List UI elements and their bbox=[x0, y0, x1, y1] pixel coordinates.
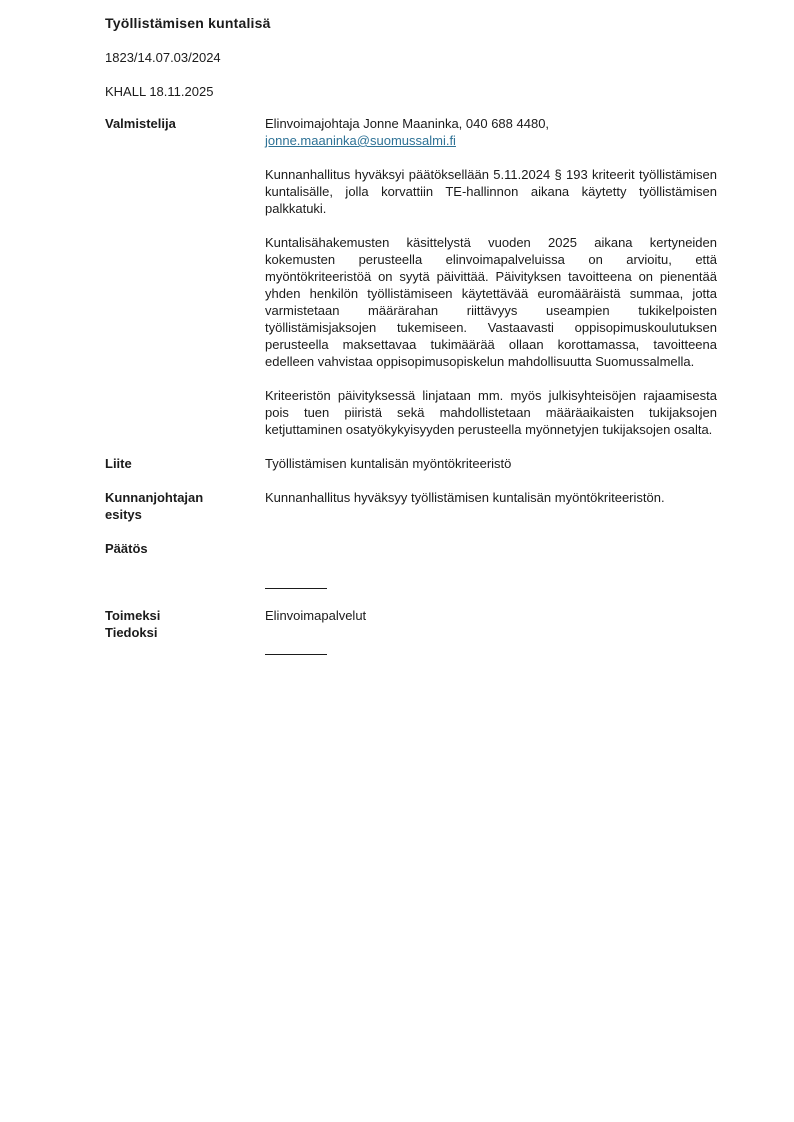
page-title: Työllistämisen kuntalisä bbox=[105, 15, 271, 31]
body-paragraph-3: Kriteeristön päivityksessä linjataan mm. myös julkisyhteisöjen rajaamisesta pois tuen piiristä sekä mahdollistetaan määräaikaisten tukijaksojen ketjuttaminen osatyökykyisyyden perusteella myönnetyjen tukijaksojen osalta. bbox=[265, 388, 717, 437]
body-paragraph-1: Kunnanhallitus hyväksyi päätöksellään 5.11.2024 § 193 kriteerit työllistämisen kuntalisälle, jolla korvattiin TE-hallinnon aikana käytetty työllistämisen palkkatuki. bbox=[265, 167, 717, 216]
esitys-value: Kunnanhallitus hyväksyy työllistämisen kuntalisän myöntökriteeristön. bbox=[265, 490, 665, 505]
signature-line-2 bbox=[265, 654, 327, 655]
liite-value: Työllistämisen kuntalisän myöntökriteeristö bbox=[265, 456, 512, 471]
body-paragraph-2: Kuntalisähakemusten käsittelystä vuoden 2025 aikana kertyneiden kokemusten perusteella elinvoimapalveluissa on arvioitu, että myöntökriteeristöä on syytä päivittää. Päivityksen tavoitteena on pienentää yhden henkilön työllistämiseen käytettävää euromääräistä summaa, jotta varmistetaan määrärahan riittävyys useampien tukikelpoisten työllistämisjaksojen tukemiseen. Vastaavasti oppisopimuskoulutuksen perusteella maksettavaa tukimäärää ollaan korottamassa, tavoitteena edelleen vahvistaa oppisopimusopiskelun mahdollisuutta Suomussalmella. bbox=[265, 235, 717, 369]
section-valmistelija bbox=[105, 115, 724, 438]
section-esitys bbox=[105, 489, 724, 523]
esitys-label-wrap bbox=[105, 489, 265, 523]
diary-number: 1823/14.07.03/2024 bbox=[105, 50, 221, 65]
valmistelija-label: Valmistelija bbox=[105, 116, 176, 131]
meeting-reference: KHALL 18.11.2025 bbox=[105, 84, 214, 99]
paatos-signature-area bbox=[265, 557, 717, 589]
valmistelija-content bbox=[265, 115, 717, 438]
toimeksi-tiedoksi-labels bbox=[105, 607, 265, 641]
toimeksi-content bbox=[265, 607, 717, 655]
esitys-label: Kunnanjohtajan esitys bbox=[105, 490, 204, 522]
paatos-label: Päätös bbox=[105, 541, 148, 556]
paatos-signature-row bbox=[105, 557, 724, 589]
toimeksi-value: Elinvoimapalvelut bbox=[265, 608, 367, 623]
section-paatos bbox=[105, 540, 724, 557]
signature-line-1 bbox=[265, 588, 327, 589]
section-liite bbox=[105, 455, 724, 472]
tiedoksi-label: Tiedoksi bbox=[105, 625, 158, 640]
liite-label: Liite bbox=[105, 456, 132, 471]
preparer-email-row bbox=[265, 132, 717, 149]
section-toimeksi-tiedoksi bbox=[105, 607, 724, 655]
preparer-contact-line: Elinvoimajohtaja Jonne Maaninka, 040 688 4480, bbox=[265, 116, 550, 131]
preparer-email-link[interactable]: jonne.maaninka@suomussalmi.fi bbox=[265, 133, 456, 148]
toimeksi-label: Toimeksi bbox=[105, 608, 161, 623]
